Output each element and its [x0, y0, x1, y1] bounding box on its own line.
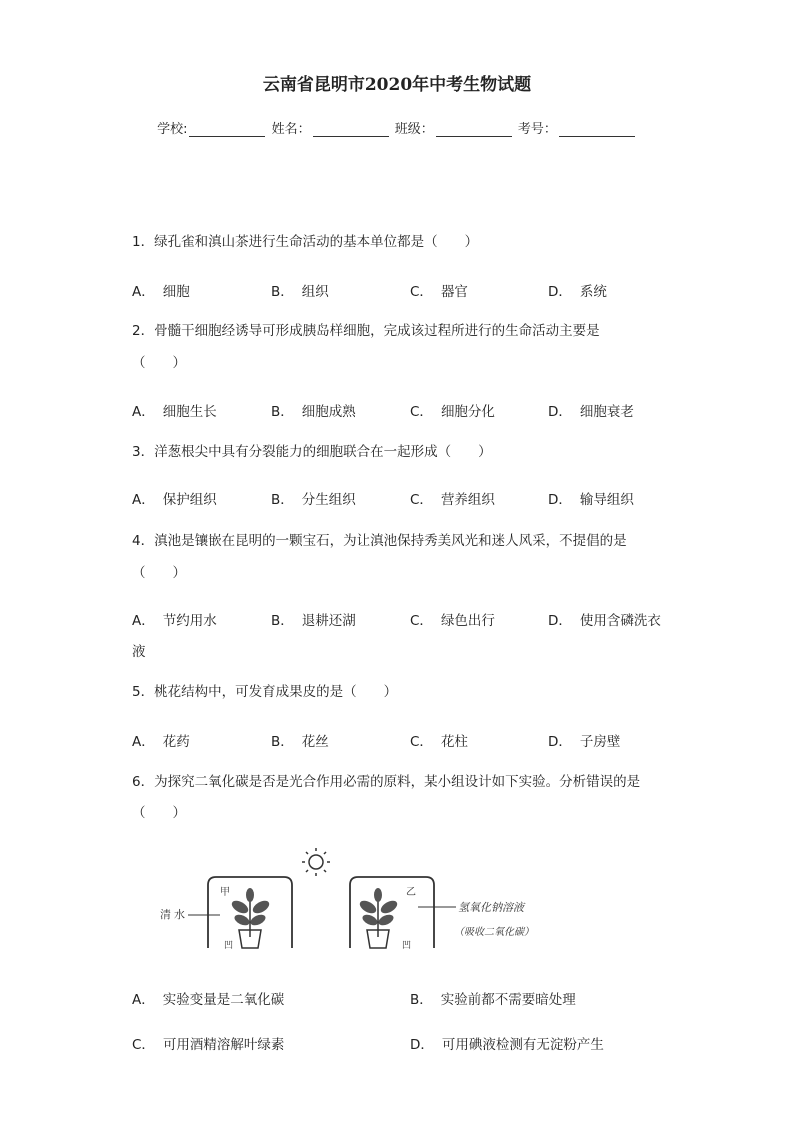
option-text: 退耕还湖: [301, 613, 356, 629]
question-2-stem-cont: （ ）: [132, 355, 186, 371]
q2-option-b[interactable]: [271, 400, 356, 420]
option-label: B．: [271, 613, 294, 629]
option-text: 分生组织: [301, 492, 356, 508]
option-label: B．: [271, 404, 294, 420]
option-text: 实验前都不需要暗处理: [440, 992, 576, 1008]
name-label: 姓名：: [271, 122, 311, 137]
q4-option-a[interactable]: [132, 609, 217, 629]
page-title: 云南省昆明市2020年中考生物试题: [262, 75, 532, 95]
right-bell-jar: [350, 877, 434, 948]
option-text: 花丝: [301, 734, 329, 750]
question-2-stem: 2．骨髓干细胞经诱导可形成胰岛样细胞，完成该过程所进行的生命活动主要是: [132, 323, 600, 339]
right-pointer-label: 氢氧化钠溶液: [458, 901, 524, 914]
q6-option-a[interactable]: [132, 988, 284, 1008]
option-label: A．: [132, 492, 155, 508]
q6-option-c[interactable]: [132, 1033, 284, 1053]
option-label: D．: [410, 1037, 434, 1053]
examno-field[interactable]: [559, 122, 635, 137]
option-label: B．: [271, 492, 294, 508]
question-4-stem-cont: （ ）: [132, 565, 186, 581]
q3-option-b[interactable]: [271, 488, 356, 508]
option-text: 绿色出行: [440, 613, 495, 629]
option-text: 花药: [162, 734, 190, 750]
option-label: B．: [271, 284, 294, 300]
option-label: C．: [410, 284, 433, 300]
right-jar-label: 乙: [406, 887, 416, 898]
option-text: 保护组织: [162, 492, 217, 508]
option-label: C．: [410, 613, 433, 629]
option-text: 可用碘液检测有无淀粉产生: [441, 1037, 604, 1053]
q1-option-a[interactable]: [132, 280, 190, 300]
option-text: 细胞衰老: [579, 404, 634, 420]
question-6-stem-cont: （ ）: [132, 805, 186, 821]
q5-option-d[interactable]: [548, 730, 620, 750]
q5-option-b[interactable]: [271, 730, 329, 750]
option-text: 细胞分化: [440, 404, 495, 420]
q4-option-d-wrap: 液: [132, 644, 146, 660]
sun-icon: [302, 848, 330, 876]
q4-option-c[interactable]: [410, 609, 495, 629]
option-text: 系统: [579, 284, 607, 300]
option-text: 输导组织: [579, 492, 634, 508]
option-label: C．: [410, 734, 433, 750]
q5-option-a[interactable]: [132, 730, 190, 750]
option-text: 花柱: [440, 734, 468, 750]
option-label: A．: [132, 284, 155, 300]
q6-option-b[interactable]: [410, 988, 576, 1008]
q3-option-d[interactable]: [548, 488, 634, 508]
question-1-stem: 1．绿孔雀和滇山茶进行生命活动的基本单位都是（ ）: [132, 234, 479, 250]
student-info-line: [0, 118, 794, 137]
q1-option-d[interactable]: [548, 280, 607, 300]
q1-option-c[interactable]: [410, 280, 468, 300]
left-pointer-label: 清水: [160, 908, 188, 921]
option-text: 细胞生长: [162, 404, 217, 420]
option-label: D．: [548, 492, 572, 508]
q2-option-d[interactable]: [548, 400, 634, 420]
option-text: 子房壁: [579, 734, 621, 750]
school-label: 学校:: [157, 122, 188, 137]
right-plant-icon: [358, 888, 400, 948]
q4-option-d[interactable]: [548, 609, 661, 629]
option-label: A．: [132, 613, 155, 629]
option-label: B．: [410, 992, 433, 1008]
right-pointer-note: （吸收二氧化碳）: [454, 927, 534, 938]
option-text: 可用酒精溶解叶绿素: [162, 1037, 285, 1053]
question-4-stem: 4．滇池是镶嵌在昆明的一颗宝石，为让滇池保持秀美风光和迷人风采，不提倡的是: [132, 533, 627, 549]
option-label: D．: [548, 734, 572, 750]
option-text: 细胞成熟: [301, 404, 356, 420]
left-jar-label: 甲: [220, 887, 230, 898]
option-text: 实验变量是二氧化碳: [162, 992, 285, 1008]
name-field[interactable]: [313, 122, 389, 137]
option-text: 细胞: [162, 284, 190, 300]
examno-label: 考号：: [517, 122, 557, 137]
q3-option-a[interactable]: [132, 488, 217, 508]
option-text: 营养组织: [440, 492, 495, 508]
option-label: D．: [548, 404, 572, 420]
q1-option-b[interactable]: [271, 280, 329, 300]
school-field[interactable]: [189, 122, 265, 137]
left-plant-icon: [230, 888, 272, 948]
class-field[interactable]: [436, 122, 512, 137]
option-label: D．: [548, 613, 572, 629]
option-label: C．: [410, 404, 433, 420]
option-text: 组织: [301, 284, 329, 300]
q6-option-d[interactable]: [410, 1033, 604, 1053]
option-text: 器官: [440, 284, 468, 300]
option-label: A．: [132, 404, 155, 420]
option-label: A．: [132, 734, 155, 750]
option-text: 节约用水: [162, 613, 217, 629]
option-label: C．: [410, 492, 433, 508]
q2-option-c[interactable]: [410, 400, 495, 420]
left-dish-mark: 凹: [224, 941, 234, 951]
q4-option-b[interactable]: [271, 609, 356, 629]
question-3-stem: 3．洋葱根尖中具有分裂能力的细胞联合在一起形成（ ）: [132, 444, 492, 460]
option-label: C．: [132, 1037, 155, 1053]
q5-option-c[interactable]: [410, 730, 468, 750]
experiment-figure: [150, 845, 570, 955]
q3-option-c[interactable]: [410, 488, 495, 508]
right-dish-mark: 凹: [402, 941, 412, 951]
class-label: 班级：: [394, 122, 434, 137]
q2-option-a[interactable]: [132, 400, 217, 420]
option-label: A．: [132, 992, 155, 1008]
option-label: B．: [271, 734, 294, 750]
option-label: D．: [548, 284, 572, 300]
question-5-stem: 5．桃花结构中，可发育成果皮的是（ ）: [132, 684, 398, 700]
option-text: 使用含磷洗衣: [579, 613, 661, 629]
question-6-stem: 6．为探究二氧化碳是否是光合作用必需的原料，某小组设计如下实验。分析错误的是: [132, 774, 641, 790]
